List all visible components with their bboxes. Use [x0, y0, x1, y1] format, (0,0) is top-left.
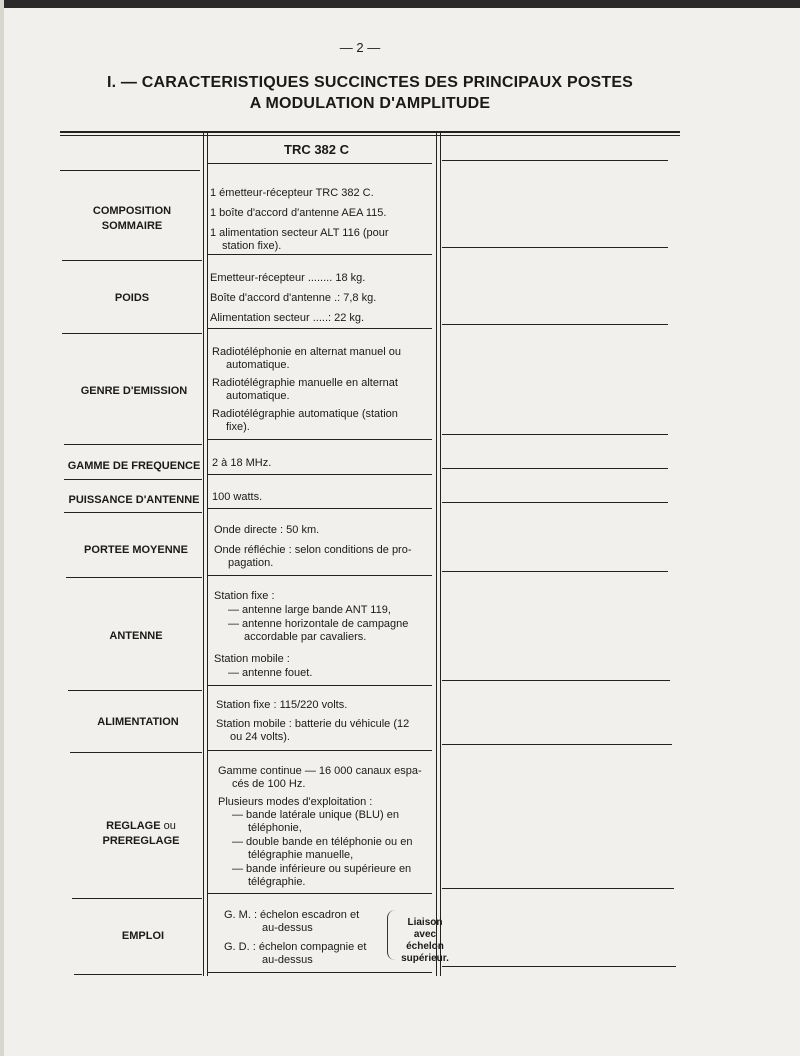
antenne-item-4: accordable par cavaliers.: [244, 631, 367, 643]
row-rule: [72, 898, 202, 899]
composition-item-2: 1 boîte d'accord d'antenne AEA 115.: [210, 207, 387, 219]
label-alimentation: ALIMENTATION: [97, 716, 179, 728]
row-rule: [64, 444, 202, 445]
model-header: TRC 382 C: [284, 142, 350, 157]
antenne-item-1: Station fixe :: [214, 590, 275, 602]
row-rule: [208, 575, 432, 576]
row-rule: [64, 479, 202, 480]
antenne-item-6: — antenne fouet.: [228, 667, 313, 679]
row-rule: [442, 247, 668, 248]
row-rule: [208, 972, 432, 973]
reglage-item-3: Plusieurs modes d'exploitation :: [218, 796, 373, 808]
row-rule: [442, 160, 668, 161]
portee-item-2: Onde réfléchie : selon conditions de pro-: [214, 544, 412, 556]
poids-item-3: Alimentation secteur .....: 22 kg.: [210, 312, 365, 324]
emission-item-1: Radiotéléphonie en alternat manuel ou: [212, 346, 401, 358]
emission-item-5: Radiotélégraphie automatique (station: [212, 408, 398, 420]
emploi-liaison: [394, 917, 456, 965]
row-rule: [442, 468, 668, 469]
composition-item-3: 1 alimentation secteur ALT 116 (pour: [210, 227, 389, 239]
title-line-1: I. — CARACTERISTIQUES SUCCINCTES DES PRINCIPAUX POSTES: [106, 74, 634, 91]
reglage-item-7: télégraphie manuelle,: [248, 849, 354, 861]
row-rule: [62, 333, 202, 334]
emission-item-6: fixe).: [226, 421, 250, 433]
row-rule: [208, 508, 432, 509]
row-rule: [208, 474, 432, 475]
row-rule: [208, 163, 432, 164]
label-reglage-a: REGLAGE: [106, 820, 161, 832]
emploi-item-1: G. M. : échelon escadron et: [224, 909, 360, 921]
label-poids: POIDS: [114, 292, 150, 304]
antenne-item-3: — antenne horizontale de campagne: [228, 618, 409, 630]
row-rule: [442, 888, 674, 889]
label-reglage: [70, 819, 212, 849]
alimentation-item-2: Station mobile : batterie du véhicule (12: [216, 718, 410, 730]
row-rule: [70, 752, 202, 753]
row-rule: [208, 328, 432, 329]
page-number: — 2 —: [339, 40, 381, 55]
row-rule: [208, 893, 432, 894]
liaison-line-2: avec échelon: [406, 929, 444, 952]
portee-item-1: Onde directe : 50 km.: [214, 524, 320, 536]
table-top-rule-2: [60, 135, 680, 136]
label-reglage-b: PREREGLAGE: [102, 835, 180, 847]
row-rule: [208, 439, 432, 440]
emploi-item-4: au-dessus: [262, 954, 313, 966]
label-composition-line-2: SOMMAIRE: [101, 220, 163, 232]
table-top-rule: [60, 131, 680, 133]
label-portee-moyenne: PORTEE MOYENNE: [84, 544, 188, 556]
row-rule: [74, 974, 202, 975]
puissance-value: 100 watts.: [212, 491, 263, 503]
alimentation-item-1: Station fixe : 115/220 volts.: [216, 699, 348, 711]
row-rule: [68, 690, 202, 691]
label-composition: [62, 204, 202, 234]
reglage-item-4: — bande latérale unique (BLU) en: [232, 809, 399, 821]
antenne-item-2: — antenne large bande ANT 119,: [228, 604, 391, 616]
label-gamme-frequence: GAMME DE FREQUENCE: [67, 460, 201, 472]
scan-top-edge: [0, 0, 800, 8]
portee-item-3: pagation.: [228, 557, 274, 569]
emploi-item-2: au-dessus: [262, 922, 313, 934]
gamme-value: 2 à 18 MHz.: [212, 457, 272, 469]
row-rule: [442, 571, 668, 572]
reglage-item-1: Gamme continue — 16 000 canaux espa-: [218, 765, 422, 777]
row-rule: [60, 170, 200, 171]
label-emploi: EMPLOI: [121, 930, 165, 942]
composition-item-1: 1 émetteur-récepteur TRC 382 C.: [210, 187, 374, 199]
reglage-item-8: — bande inférieure ou supérieure en: [232, 863, 412, 875]
title-line-2: A MODULATION D'AMPLITUDE: [249, 95, 491, 112]
label-antenne: ANTENNE: [109, 630, 163, 642]
row-rule: [442, 324, 668, 325]
label-composition-line-1: COMPOSITION: [92, 205, 172, 217]
row-rule: [208, 685, 432, 686]
alimentation-item-3: ou 24 volts).: [230, 731, 290, 743]
label-genre-emission: GENRE D'EMISSION: [80, 385, 188, 397]
row-rule: [442, 744, 672, 745]
emission-item-2: automatique.: [226, 359, 290, 371]
emission-item-3: Radiotélégraphie manuelle en alternat: [212, 377, 398, 389]
label-reglage-ou: ou: [163, 820, 176, 832]
liaison-line-3: supérieur.: [401, 953, 449, 964]
poids-item-1: Emetteur-récepteur ........ 18 kg.: [210, 272, 366, 284]
reglage-item-5: téléphonie,: [248, 822, 302, 834]
composition-item-4: station fixe).: [222, 240, 282, 252]
row-rule: [442, 680, 670, 681]
antenne-item-5: Station mobile :: [214, 653, 290, 665]
reglage-item-9: télégraphie.: [248, 876, 306, 888]
row-rule: [208, 750, 432, 751]
liaison-line-1: Liaison: [407, 917, 443, 928]
reglage-item-6: — double bande en téléphonie ou en: [232, 836, 413, 848]
row-rule: [442, 434, 668, 435]
scan-left-shadow: [0, 0, 4, 1056]
emission-item-4: automatique.: [226, 390, 290, 402]
row-rule: [208, 254, 432, 255]
poids-item-2: Boîte d'accord d'antenne .: 7,8 kg.: [210, 292, 377, 304]
reglage-item-2: cés de 100 Hz.: [232, 778, 306, 790]
row-rule: [64, 512, 202, 513]
row-rule: [62, 260, 202, 261]
page-title: [100, 72, 640, 114]
row-rule: [66, 577, 202, 578]
emploi-item-3: G. D. : échelon compagnie et: [224, 941, 367, 953]
label-puissance-antenne: PUISSANCE D'ANTENNE: [68, 494, 200, 506]
row-rule: [442, 966, 676, 967]
row-rule: [442, 502, 668, 503]
